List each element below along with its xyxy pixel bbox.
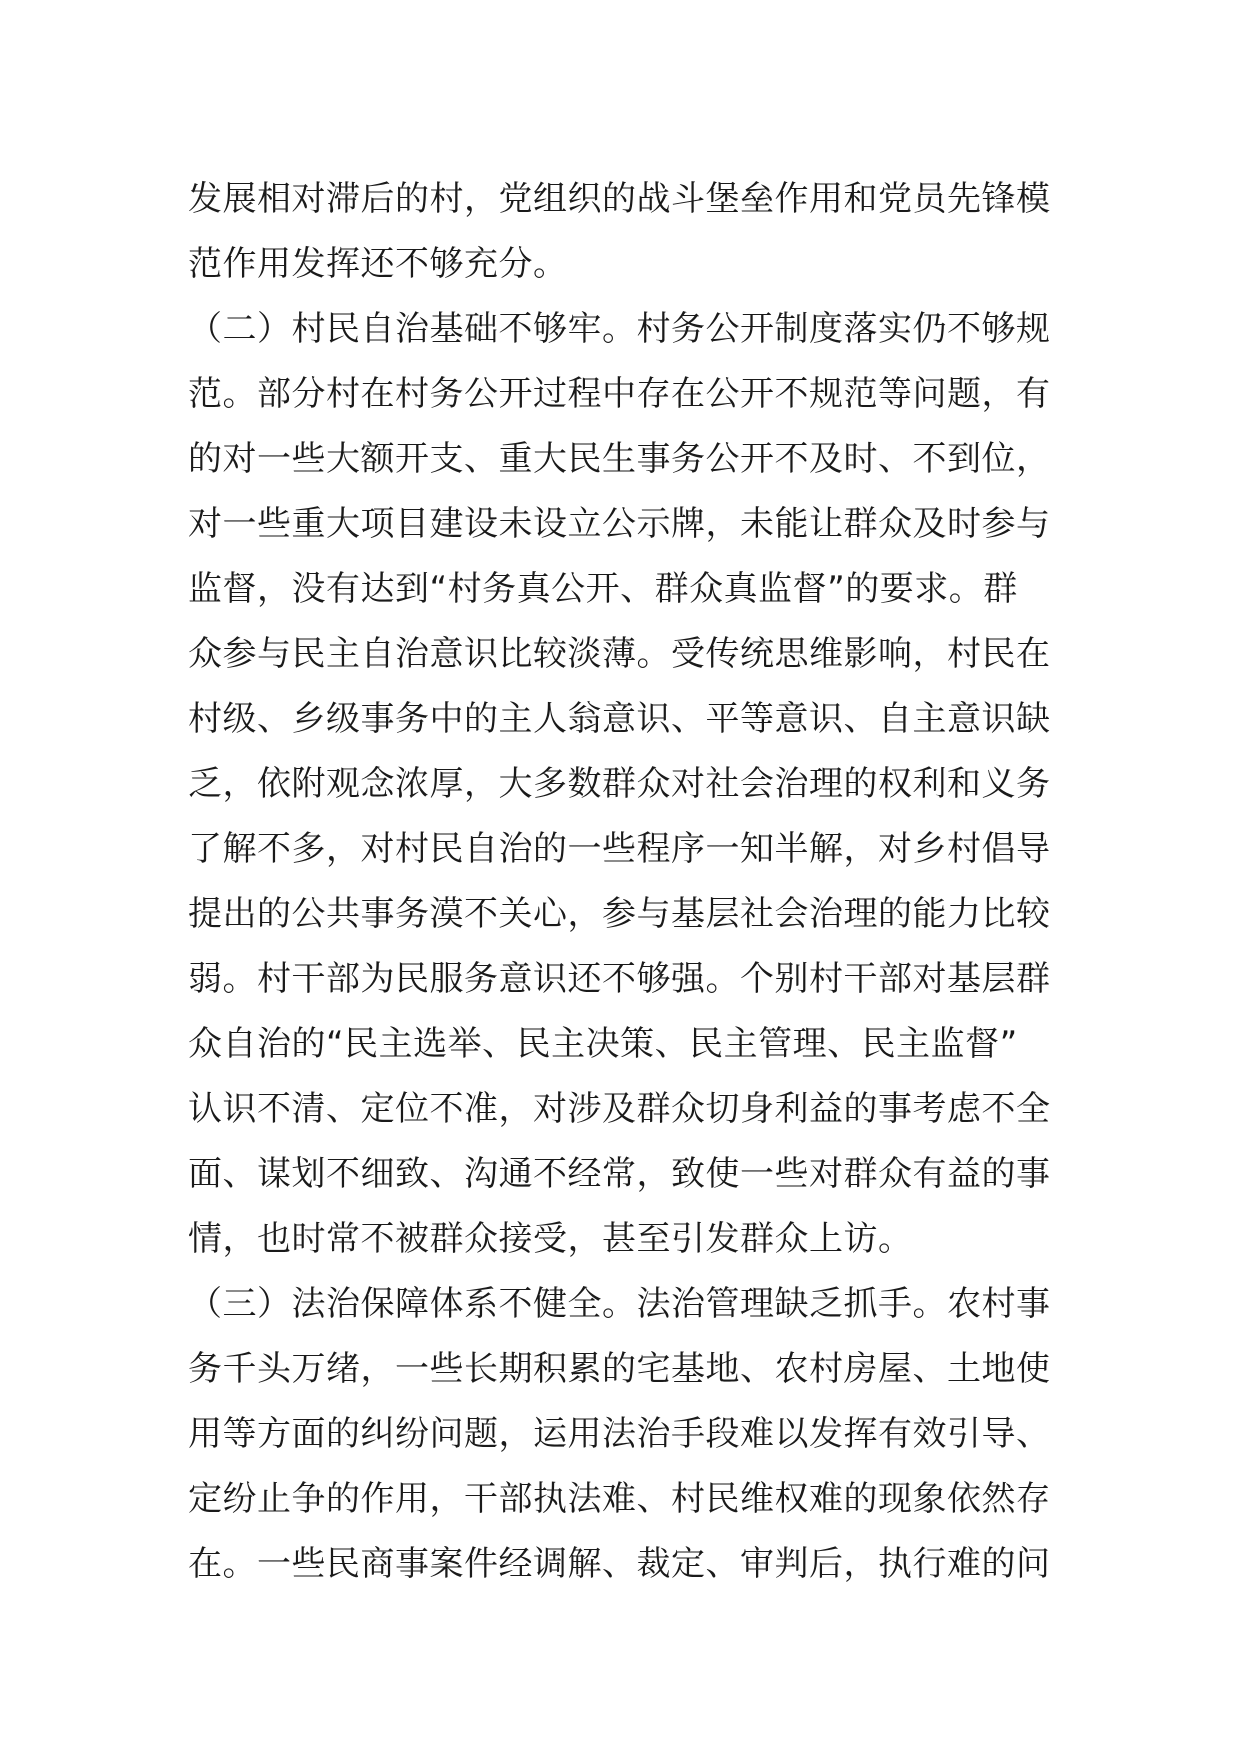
body-text	[188, 167, 1068, 1597]
section-heading-line: （三）法治保障体系不健全。法治管理缺乏抓手。农村事	[188, 1284, 1051, 1324]
text-line: 提出的公共事务漠不关心，参与基层社会治理的能力比较	[188, 894, 1051, 934]
text-line: 在。一些民商事案件经调解、裁定、审判后，执行难的问	[188, 1544, 1051, 1584]
text-line: 了解不多，对村民自治的一些程序一知半解，对乡村倡导	[188, 829, 1051, 869]
text-line: 乏，依附观念浓厚，大多数群众对社会治理的权利和义务	[188, 764, 1051, 804]
text-line: 众参与民主自治意识比较淡薄。受传统思维影响，村民在	[188, 634, 1051, 674]
section-heading-line: （二）村民自治基础不够牢。村务公开制度落实仍不够规	[188, 309, 1051, 349]
text-line: 用等方面的纠纷问题，运用法治手段难以发挥有效引导、	[188, 1414, 1051, 1454]
text-line: 定纷止争的作用，干部执法难、村民维权难的现象依然存	[188, 1479, 1051, 1519]
text-line: 范作用发挥还不够充分。	[188, 244, 568, 284]
text-line: 发展相对滞后的村，党组织的战斗堡垒作用和党员先锋模	[188, 179, 1051, 219]
text-line: 监督，没有达到“村务真公开、群众真监督”的要求。群	[188, 569, 1018, 609]
text-line: 的对一些大额开支、重大民生事务公开不及时、不到位，	[188, 439, 1051, 479]
text-line: 弱。村干部为民服务意识还不够强。个别村干部对基层群	[188, 959, 1051, 999]
text-line: 面、谋划不细致、沟通不经常，致使一些对群众有益的事	[188, 1154, 1051, 1194]
text-line: 对一些重大项目建设未设立公示牌，未能让群众及时参与	[188, 504, 1051, 544]
text-line: 村级、乡级事务中的主人翁意识、平等意识、自主意识缺	[188, 699, 1051, 739]
text-line: 情，也时常不被群众接受，甚至引发群众上访。	[188, 1219, 913, 1259]
text-line: 认识不清、定位不准，对涉及群众切身利益的事考虑不全	[188, 1089, 1051, 1129]
text-line: 范。部分村在村务公开过程中存在公开不规范等问题，有	[188, 374, 1051, 414]
text-line: 务千头万绪，一些长期积累的宅基地、农村房屋、土地使	[188, 1349, 1051, 1389]
text-line: 众自治的“民主选举、民主决策、民主管理、民主监督”	[188, 1024, 1018, 1064]
